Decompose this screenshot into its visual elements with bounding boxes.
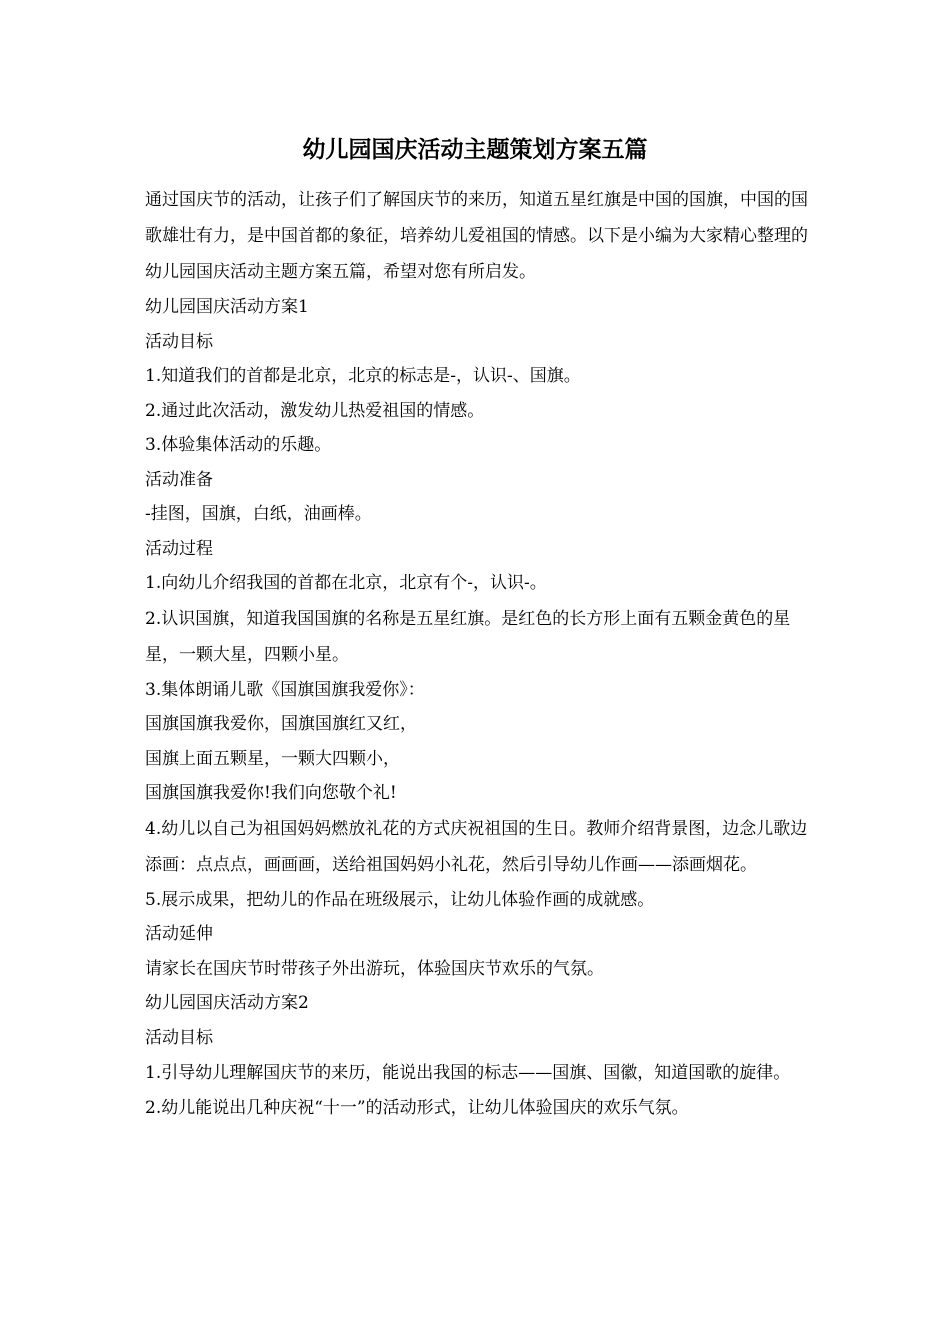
plan-2-goal-item: 1.引导幼儿理解国庆节的来历，能说出我国的标志——国旗、国徽，知道国歌的旋律。	[145, 1063, 791, 1083]
intro-paragraph: 通过国庆节的活动，让孩子们了解国庆节的来历，知道五星红旗是中国的国旗，中国的国歌雄壮有力，是中国首都的象征，培养幼儿爱祖国的情感。以下是小编为大家精心整理的幼儿园国庆活动主题方案五篇，希望对您有所启发。	[145, 190, 808, 282]
document-body	[145, 182, 810, 1126]
plan-1-prep-heading: 活动准备	[145, 469, 213, 490]
poem-line: 国旗上面五颗星，一颗大四颗小，	[145, 748, 400, 769]
plan-1-extension-text: 请家长在国庆节时带孩子外出游玩，体验国庆节欢乐的气氛。	[145, 958, 604, 979]
plan-1-heading: 幼儿园国庆活动方案1	[145, 297, 309, 317]
plan-1-goal-item: 2.通过此次活动，激发幼儿热爱祖国的情感。	[145, 400, 485, 421]
plan-2-goal-item: 2.幼儿能说出几种庆祝“十一”的活动形式，让幼儿体验国庆的欢乐气氛。	[145, 1098, 689, 1118]
plan-1-goal-item: 1.知道我们的首都是北京，北京的标志是-，认识-、国旗。	[145, 366, 581, 386]
plan-1-prep-text: -挂图，国旗，白纸，油画棒。	[145, 504, 372, 524]
plan-1-process-step: 1.向幼儿介绍我国的首都在北京，北京有个-，认识-。	[145, 573, 547, 593]
plan-2-goals-heading: 活动目标	[145, 1027, 213, 1048]
plan-1-extension-heading: 活动延伸	[145, 924, 213, 944]
document-title: 幼儿园国庆活动主题策划方案五篇	[302, 136, 648, 163]
plan-1-goals-heading: 活动目标	[145, 331, 213, 352]
poem-line: 国旗国旗我爱你!我们向您敬个礼!	[145, 783, 397, 803]
plan-1-goal-item: 3.体验集体活动的乐趣。	[145, 435, 332, 455]
plan-1-process-heading: 活动过程	[145, 538, 213, 559]
plan-2-heading: 幼儿园国庆活动方案2	[145, 993, 309, 1013]
plan-1-process-step: 2.认识国旗，知道我国国旗的名称是五星红旗。是红色的长方形上面有五颗金黄色的星星，一颗大星，四颗小星。	[145, 608, 791, 665]
poem-line: 国旗国旗我爱你，国旗国旗红又红，	[145, 714, 417, 734]
plan-1-process-step: 3.集体朗诵儿歌《国旗国旗我爱你》：	[145, 679, 425, 700]
plan-1-process-step: 5.展示成果，把幼儿的作品在班级展示，让幼儿体验作画的成就感。	[145, 889, 655, 910]
plan-1-process-step: 4.幼儿以自己为祖国妈妈燃放礼花的方式庆祝祖国的生日。教师介绍背景图，边念儿歌边添画：点点点，画画画，送给祖国妈妈小礼花，然后引导幼儿作画——添画烟花。	[145, 818, 808, 875]
